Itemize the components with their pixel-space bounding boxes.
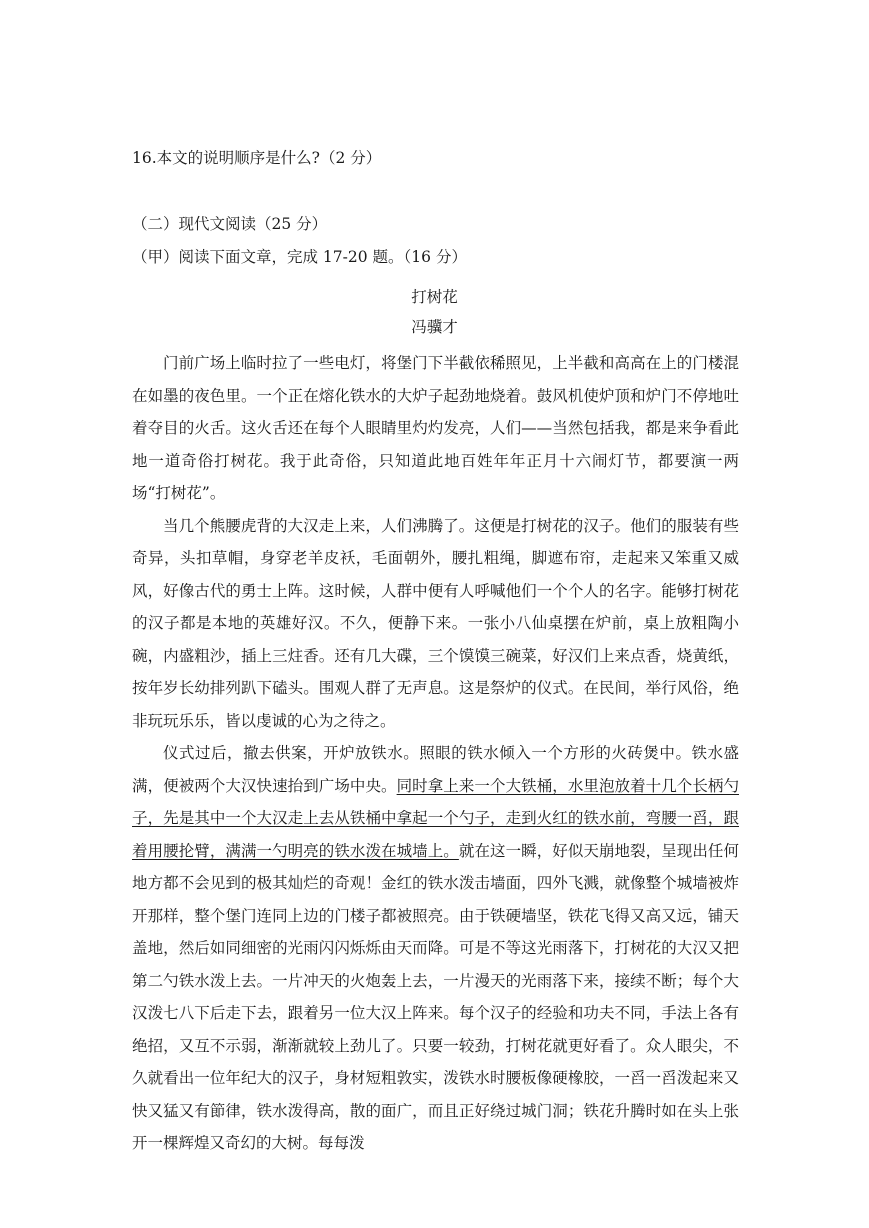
- paragraph-3: [132, 737, 739, 1160]
- question-16: 16.本文的说明顺序是什么?（2 分）: [132, 149, 382, 167]
- paragraph-2: 当几个熊腰虎背的大汉走上来，人们沸腾了。这便是打树花的汉子。他们的服装有些奇异，头扣草帽，身穿老羊皮袄，毛面朝外，腰扎粗绳，脚遮布帘，走起来又笨重又威风，好像古代的勇士上阵。这时候，人群中便有人呼喊他们一个个人的名字。能够打树花的汉子都是本地的英雄好汉。不久，便静下来。一张小八仙桌摆在炉前，桌上放粗陶小碗，内盛粗沙，插上三炷香。还有几大碟，三个馍馍三碗菜，好汉们上来点香，烧黄纸，按年岁长幼排列趴下磕头。围观人群了无声息。这是祭炉的仪式。在民间，举行风俗，绝非玩玩乐乐，皆以虔诚的心为之待之。: [132, 516, 739, 730]
- paragraph-1: 门前广场上临时拉了一些电灯，将堡门下半截依稀照见，上半截和高高在上的门楼混在如墨的夜色里。一个正在熔化铁水的大炉子起劲地烧着。鼓风机使炉顶和炉门不停地吐着夺目的火舌。这火舌还在每个人眼睛里灼灼发亮，人们——当然包括我，都是来争看此地一道奇俗打树花。我于此奇俗，只知道此地百姓年年正月十六闹灯节，都要演一两场“打树花”。: [132, 354, 739, 502]
- article-body: [132, 347, 739, 1160]
- paragraph-3-rest: 就在这一瞬，好似天崩地裂，呈现出任何地方都不会见到的极其灿烂的奇观！金红的铁水泼击墙面，四外飞溅，就像整个城墙被炸开那样，整个堡门连同上边的门楼子都被照亮。由于铁硬墙坚，铁花飞得又高又远，铺天盖地，然后如同细密的光雨闪闪烁烁由天而降。可是不等这光雨落下，打树花的大汉又把第二勺铁水泼上去。一片冲天的火炮轰上去，一片漫天的光雨落下来，接续不断；每个大汉泼七八下后走下去，跟着另一位大汉上阵来。每个汉子的经验和功夫不同，手法上各有绝招，又互不示弱，渐渐就较上劲儿了。只要一较劲，打树花就更好看了。众人眼尖，不久就看出一位年纪大的汉子，身材短粗敦实，泼铁水时腰板像硬橡胶，一舀一舀泼起来又快又猛又有節律，铁水泼得高，散的面广，而且正好绕过城门洞；铁花升腾时如在头上张开一棵辉煌又奇幻的大树。每每泼: [132, 841, 739, 1152]
- paragraph-3-lead: 仪式过后，撤去供案，开炉放铁水。照眼的铁水倾入一个方形的火砖煲中。铁水盛满，便被两个大汉快速抬到广场中央。: [132, 744, 739, 795]
- article-author: 冯骥才: [411, 318, 458, 336]
- reading-instruction: （甲）阅读下面文章，完成 17-20 题。（16 分）: [132, 248, 467, 266]
- underlined-sentence: 同时拿上来一个大铁桶，水里泡放着十几个长柄勺子，先是其中一个大汉走上去从铁桶中拿起一个勺子，走到火红的铁水前，弯腰一舀，跟着用腰抡臂，满满一勺明亮的铁水泼在城墙上。: [132, 776, 739, 860]
- article-title: 打树花: [411, 288, 458, 306]
- section-heading: （二）现代文阅读（25 分）: [132, 215, 328, 233]
